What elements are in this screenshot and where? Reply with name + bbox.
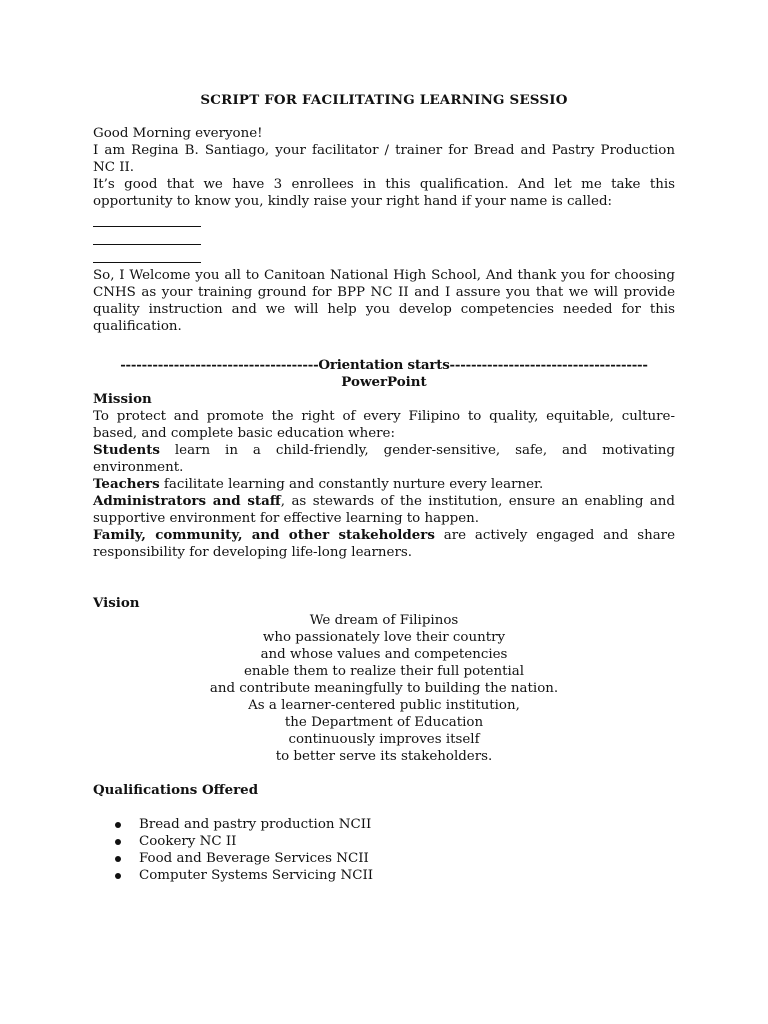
bullet-icon: [115, 839, 121, 845]
qualification-item: Cookery NC II: [93, 833, 675, 850]
name-blank-line: [93, 210, 201, 227]
bullet-icon: [115, 822, 121, 828]
vision-line: who passionately love their country: [262, 630, 506, 645]
enrollees-paragraph: It’s good that we have 3 enrollees in this qualification. And let me take this opportunity to know you, kindly raise your right hand if your name is called:: [93, 177, 675, 209]
vision-line: We dream of Filipinos: [309, 613, 459, 628]
qualification-item: Computer Systems Servicing NCII: [93, 867, 675, 884]
vision-statement: [93, 612, 675, 765]
welcome-paragraph: So, I Welcome you all to Canitoan National High School, And thank you for choosing CNHS as your training ground for BPP NC II and I assure you that we will provide quality instruction and we will help you develop competencies needed for this qualification.: [93, 268, 675, 334]
vision-line: and contribute meaningfully to building the nation.: [209, 681, 559, 696]
name-blank-line: [93, 246, 201, 263]
vision-line: the Department of Education: [284, 715, 484, 730]
vision-line: and whose values and competencies: [260, 647, 508, 662]
bullet-icon: [115, 856, 121, 862]
qualification-item: Bread and pastry production NCII: [93, 816, 675, 833]
vision-line: to better serve its stakeholders.: [275, 749, 493, 764]
bullet-icon: [115, 873, 121, 879]
vision-line: As a learner-centered public institution,: [248, 698, 520, 713]
name-blank-line: [93, 228, 201, 245]
document-body: [93, 92, 675, 884]
mission-intro: To protect and promote the right of every Filipino to quality, equitable, culture-based, and complete basic education where:: [93, 409, 675, 441]
qualifications-list: [93, 816, 675, 884]
qualification-item: Food and Beverage Services NCII: [93, 850, 675, 867]
mission-heading: Mission: [93, 391, 152, 407]
mission-item: Family, community, and other stakeholders are actively engaged and share responsibility for developing life-long learners.: [93, 527, 675, 560]
mission-item: Students learn in a child-friendly, gender-sensitive, safe, and motivating environment.: [93, 442, 675, 475]
document-title: SCRIPT FOR FACILITATING LEARNING SESSIO: [200, 92, 568, 108]
qualifications-heading: Qualifications Offered: [93, 782, 259, 798]
vision-line: enable them to realize their full potential: [243, 664, 525, 679]
vision-heading: Vision: [93, 595, 140, 611]
intro-paragraph: I am Regina B. Santiago, your facilitator / trainer for Bread and Pastry Production NC II.: [93, 143, 675, 175]
mission-item: Teachers facilitate learning and constantly nurture every learner.: [93, 476, 544, 492]
orientation-divider: -------------------------------------Orientation starts-------------------------------------: [120, 357, 648, 373]
greeting: Good Morning everyone!: [93, 126, 263, 141]
vision-line: continuously improves itself: [288, 732, 480, 747]
powerpoint-label: PowerPoint: [341, 374, 427, 390]
mission-item: Administrators and staff, as stewards of the institution, ensure an enabling and supportive environment for effective learning to happen.: [93, 493, 675, 526]
